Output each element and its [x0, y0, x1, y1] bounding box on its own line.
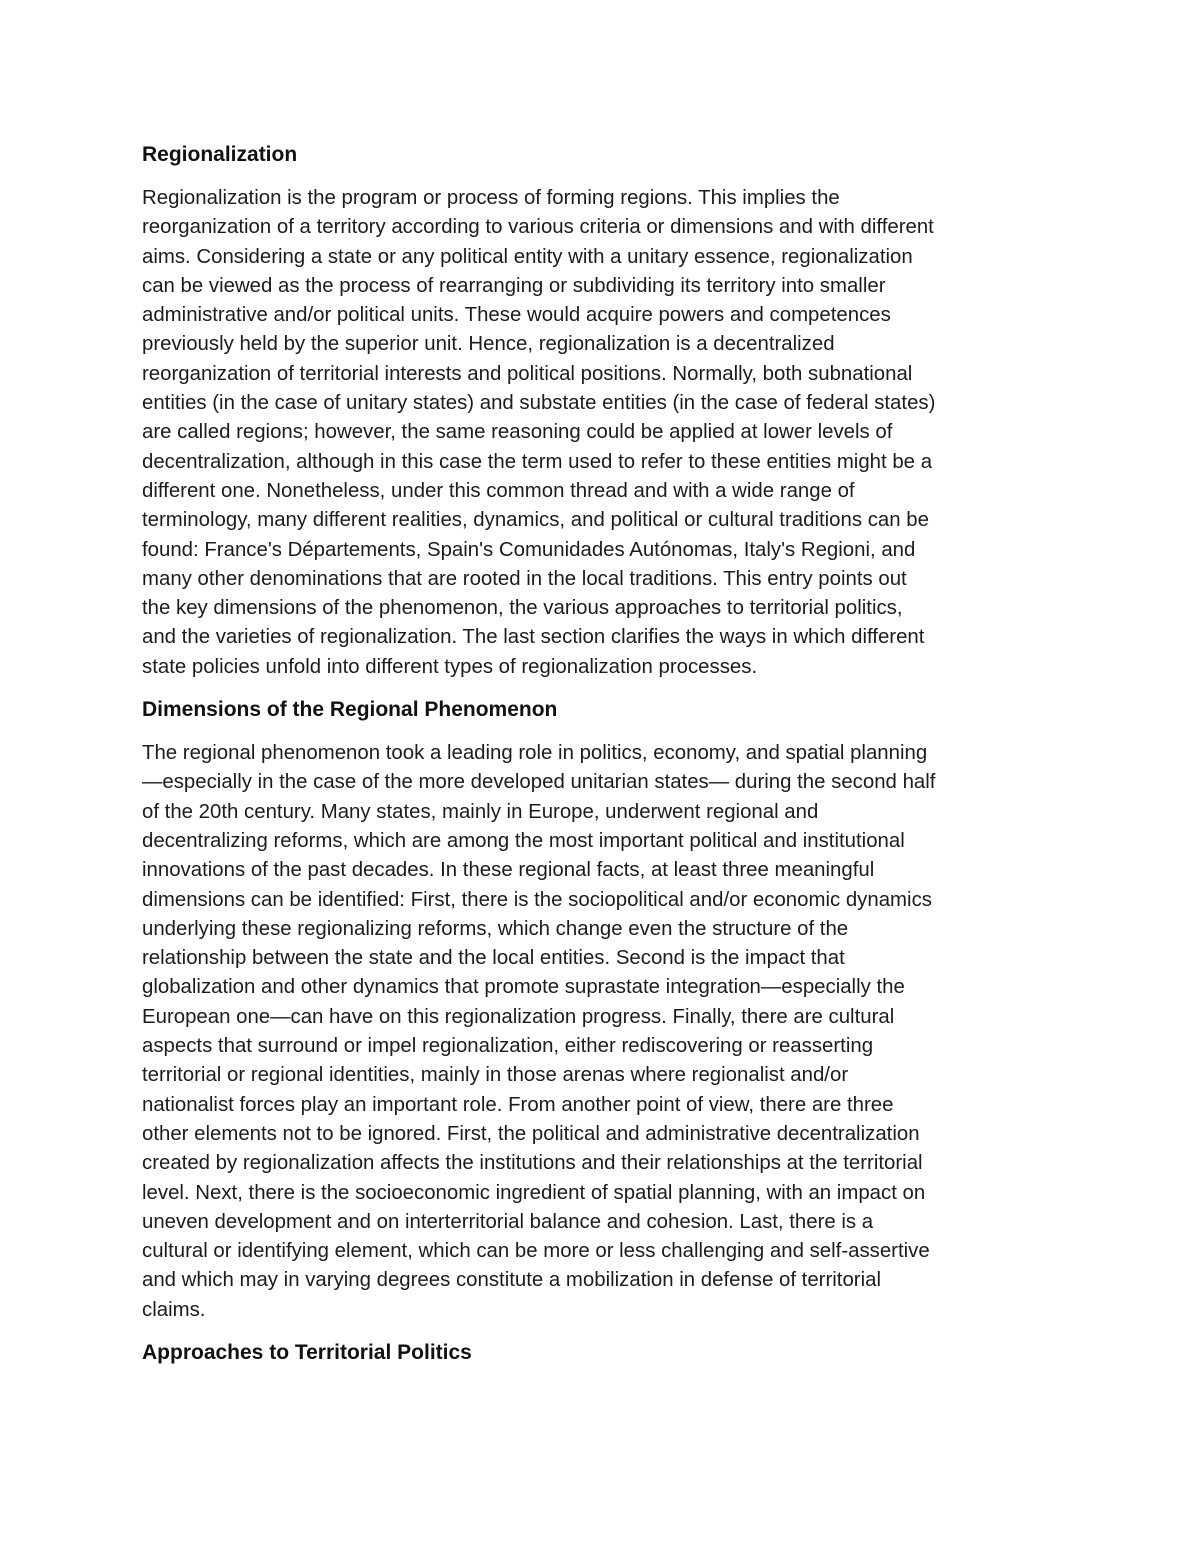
text-line: globalization and other dynamics that promote suprastate integration—especially the	[142, 976, 905, 999]
text-line: and which may in varying degrees constitute a mobilization in defense of territorial	[142, 1269, 881, 1292]
text-line: previously held by the superior unit. Hence, regionalization is a decentralized	[142, 333, 835, 356]
paragraph-regionalization	[142, 184, 1062, 682]
text-line: of the 20th century. Many states, mainly in Europe, underwent regional and	[142, 800, 819, 823]
text-line: created by regionalization affects the institutions and their relationships at the territorial	[142, 1152, 923, 1175]
text-line: and the varieties of regionalization. The last section clarifies the ways in which different	[142, 626, 925, 649]
paragraph-dimensions	[142, 739, 1062, 1325]
text-line: European one—can have on this regionalization progress. Finally, there are cultural	[142, 1005, 895, 1028]
text-line: state policies unfold into different types of regionalization processes.	[142, 655, 758, 678]
text-line: claims.	[142, 1298, 206, 1321]
text-line: The regional phenomenon took a leading role in politics, economy, and spatial planning	[142, 742, 928, 765]
text-line: innovations of the past decades. In these regional facts, at least three meaningful	[142, 859, 875, 882]
text-line: many other denominations that are rooted in the local traditions. This entry points out	[142, 567, 907, 590]
text-line: are called regions; however, the same reasoning could be applied at lower levels of	[142, 421, 893, 444]
section-heading-approaches: Approaches to Territorial Politics	[142, 1340, 472, 1364]
text-line: dimensions can be identified: First, there is the sociopolitical and/or economic dynamics	[142, 888, 932, 911]
text-line: level. Next, there is the socioeconomic ingredient of spatial planning, with an impact on	[142, 1181, 926, 1204]
text-line: aspects that surround or impel regionalization, either rediscovering or reasserting	[142, 1035, 874, 1058]
text-line: reorganization of a territory according to various criteria or dimensions and with different	[142, 216, 934, 239]
text-line: Regionalization is the program or process of forming regions. This implies the	[142, 187, 840, 209]
text-line: reorganization of territorial interests and political positions. Normally, both subnational	[142, 362, 913, 385]
text-line: aims. Considering a state or any political entity with a unitary essence, regionalization	[142, 245, 913, 268]
text-line: —especially in the case of the more developed unitarian states— during the second half	[142, 771, 936, 794]
text-line: entities (in the case of unitary states) and substate entities (in the case of federal states)	[142, 392, 936, 415]
text-line: other elements not to be ignored. First, the political and administrative decentralization	[142, 1122, 920, 1145]
text-line: relationship between the state and the local entities. Second is the impact that	[142, 947, 845, 970]
text-line: territorial or regional identities, mainly in those arenas where regionalist and/or	[142, 1064, 849, 1087]
text-line: cultural or identifying element, which can be more or less challenging and self-assertive	[142, 1240, 930, 1263]
text-line: the key dimensions of the phenomenon, the various approaches to territorial politics,	[142, 597, 903, 620]
text-line: decentralization, although in this case the term used to refer to these entities might be a	[142, 450, 933, 473]
section-heading-regionalization: Regionalization	[142, 143, 298, 166]
text-line: found: France's Départements, Spain's Comunidades Autónomas, Italy's Regioni, and	[142, 538, 916, 561]
text-line: terminology, many different realities, dynamics, and political or cultural traditions can be	[142, 509, 929, 532]
section-heading-dimensions: Dimensions of the Regional Phenomenon	[142, 698, 558, 722]
text-line: different one. Nonetheless, under this common thread and with a wide range of	[142, 479, 855, 502]
text-line: uneven development and on interterritorial balance and cohesion. Last, there is a	[142, 1210, 874, 1233]
text-line: administrative and/or political units. These would acquire powers and competences	[142, 304, 891, 327]
text-line: underlying these regionalizing reforms, which change even the structure of the	[142, 917, 849, 940]
text-line: can be viewed as the process of rearranging or subdividing its territory into smaller	[142, 274, 886, 297]
text-line: nationalist forces play an important role. From another point of view, there are three	[142, 1093, 894, 1116]
document-page	[142, 140, 1062, 1382]
text-line: decentralizing reforms, which are among the most important political and institutional	[142, 829, 905, 852]
